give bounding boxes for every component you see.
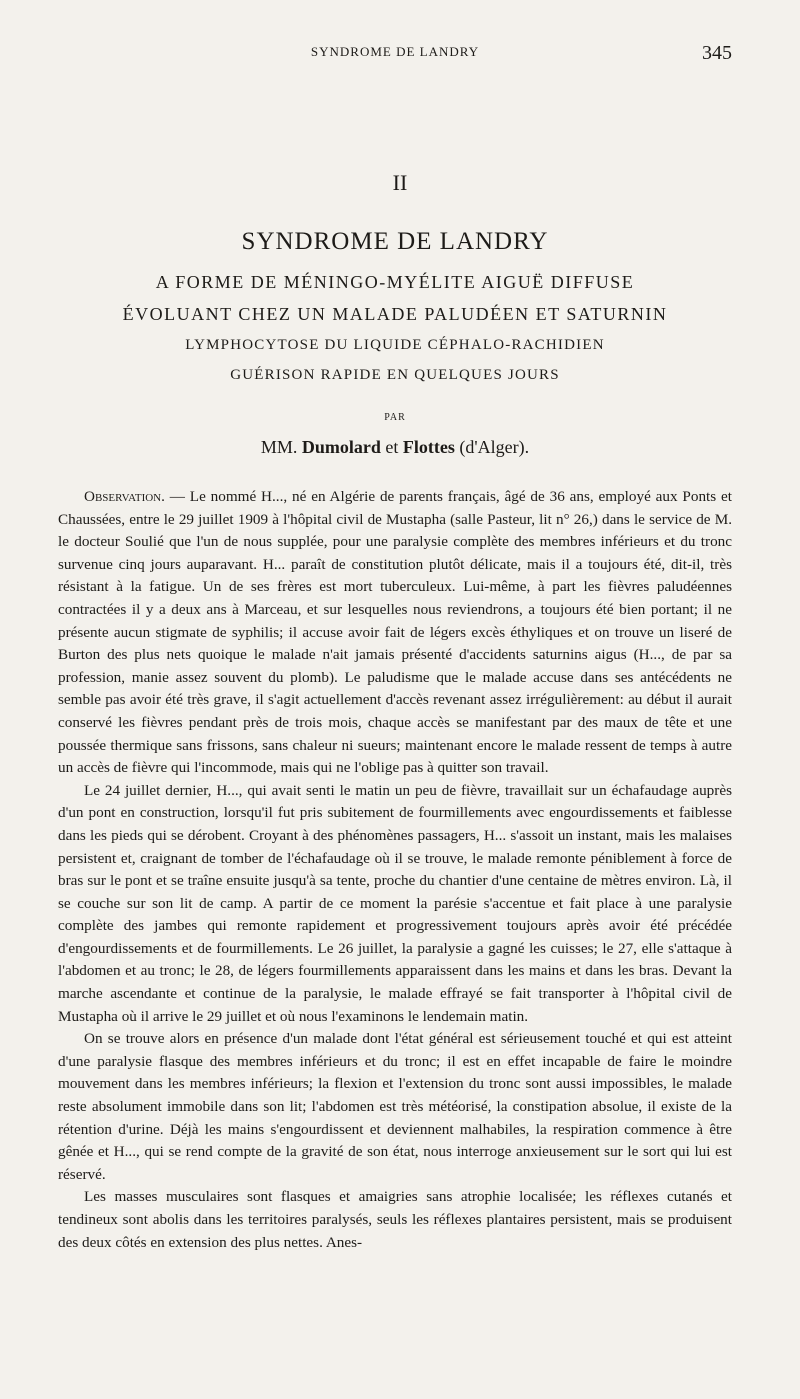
page-number: 345 (702, 42, 732, 64)
subtitle-line-4: GUÉRISON RAPIDE EN QUELQUES JOURS (230, 367, 560, 383)
author-flottes: Flottes (402, 437, 455, 457)
subtitle-line-2: ÉVOLUANT CHEZ UN MALADE PALUDÉEN ET SATURNIN (122, 304, 668, 324)
paragraph-2: Le 24 juillet dernier, H..., qui avait senti le matin un peu de fièvre, travaillait sur un échafaudage auprès d'un pont en construction, lorsqu'il fut pris subitement de fourmillements avec engourdissements et faiblesse dans les pieds qui se dérobent. Croyant à des phénomènes passagers, H... s'assoit un instant, mais les malaises persistent et, craignant de tomber de l'échafaudage où il se trouve, le malade remonte péniblement à force de bras sur le pont et se traîne ensuite jusqu'à sa tente, proche du chantier d'une centaine de mètres environ. Là, il se couche sur son lit de camp. A partir de ce moment la parésie s'accentue et fait place à une paralysie complète des jambes qui remonte rapidement et progressivement toujours après avoir été précédée d'engourdissements et de fourmillements. Le 26 juillet, la paralysie a gagné les cuisses; le 27, elle s'attaque à l'abdomen et au tronc; le 28, de légers fourmillements apparaissent dans les mains et dans les bras. Devant la marche ascendante et continue de la paralysie, le malade effrayé se fait transporter à l'hôpital civil de Mustapha où il arrive le 29 juillet et où nous l'examinons le lendemain matin. (58, 781, 732, 1025)
section-number: II (392, 170, 408, 195)
title-block (58, 228, 732, 458)
byline-par: PAR (384, 412, 406, 423)
running-title: SYNDROME DE LANDRY (310, 44, 480, 59)
authors-conjunction: et (385, 437, 399, 457)
subtitle-line-3: LYMPHOCYTOSE DU LIQUIDE CÉPHALO-RACHIDIEN (185, 337, 605, 353)
article-body (58, 486, 732, 1254)
affiliation: (d'Alger). (459, 437, 530, 457)
paragraph-1-text: — Le nommé H..., né en Algérie de parents français, âgé de 36 ans, employé aux Ponts et Chaussées, entre le 29 juillet 1909 à l'hôpital civil de Mustapha (salle Pasteur, lit n° 26,) dans le service de M. le docteur Soulié que l'un de nous supplée, pour une paralysie complète des membres inférieurs et du tronc survenue cinq jours auparavant. H... paraît de constitution plutôt délicate, mais il a toujours été, dit-il, très résistant à la fatigue. Un de ses frères est mort tuberculeux. Lui-même, à part les fièvres paludéennes contractées il y a deux ans à Marceau, et sur lesquelles nous reviendrons, a toujours été bien portant; il ne présente aucun stigmate de syphilis; il accuse avoir fait de légers excès éthyliques et on trouve un liseré de Burton des plus nets quoique le malade n'ait jamais présenté d'accidents saturnins aigus (H..., de par sa profession, manie assez souvent du plomb). Le paludisme que le malade accuse dans ses antécédents ne semble pas avoir été très grave, il s'agit actuellement d'accès revenant assez irrégulièrement: au début il aurait conservé les fièvres pendant près de trois mois, chaque accès se manifestant par des maux de tête et une poussée thermique sans frissons, sans chaleur ni sueurs; maintenant encore le malade ressent de temps à autre un accès de fièvre qui l'incommode, mais qui ne l'oblige pas à quitter son travail. (58, 488, 732, 777)
article-title: SYNDROME DE LANDRY (241, 228, 549, 255)
authors-line (58, 437, 732, 458)
observation-label: Observation. (84, 488, 165, 505)
running-head (58, 44, 732, 68)
paragraph-1 (58, 486, 732, 780)
authors-prefix: MM. (260, 437, 298, 457)
subtitle-line-1: A FORME DE MÉNINGO-MYÉLITE AIGUË DIFFUSE (155, 272, 635, 292)
paragraph-3: On se trouve alors en présence d'un malade dont l'état général est sérieusement touché et qui est atteint d'une paralysie flasque des membres inférieurs et du tronc; il est en effet incapable de faire le moindre mouvement dans les membres inférieurs; la flexion et l'extension du tronc sont aussi impossibles, le malade reste absolument immobile dans son lit; l'abdomen est très météorisé, la constipation absolue, il existe de la rétention d'urine. Déjà les mains s'engourdissent et deviennent malhabiles, la respiration commence à être gênée et H..., qui se rend compte de la gravité de son état, nous interroge anxieusement sur le sort qui lui est réservé. (58, 1030, 732, 1183)
author-dumolard: Dumolard (301, 437, 381, 457)
paragraph-4: Les masses musculaires sont flasques et amaigries sans atrophie localisée; les réflexes cutanés et tendineux sont abolis dans les territoires paralysés, seuls les réflexes plantaires persistent, mais se produisent des deux côtés en extension des plus nettes. Anes- (58, 1188, 732, 1251)
